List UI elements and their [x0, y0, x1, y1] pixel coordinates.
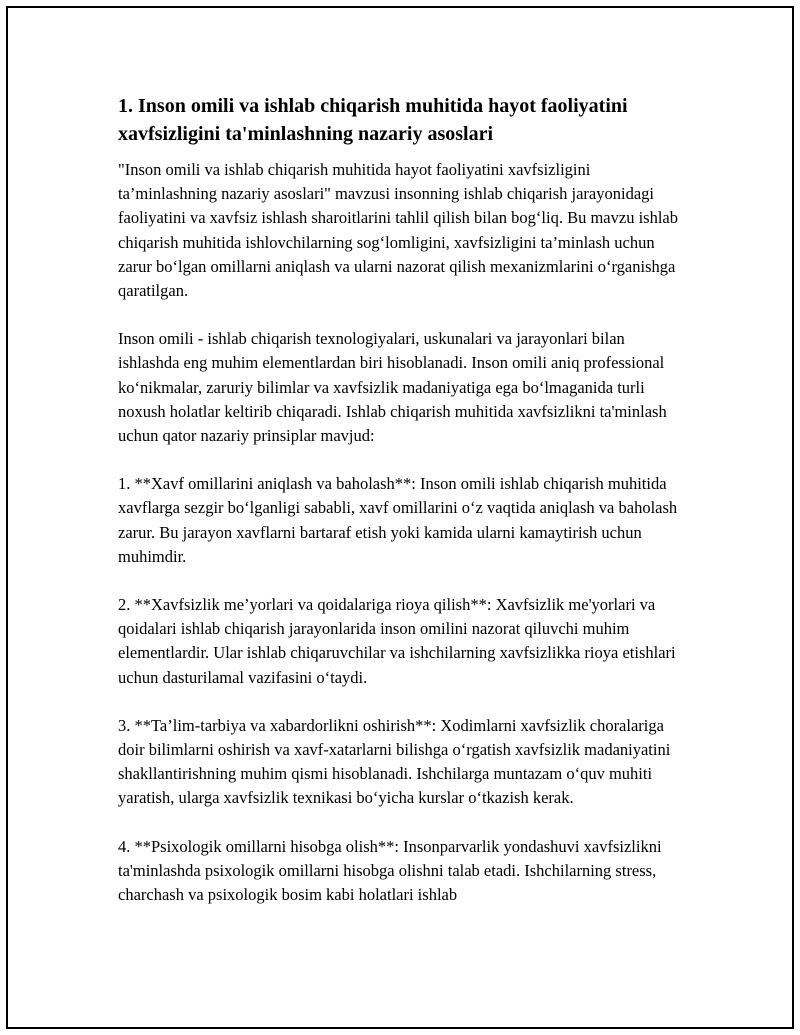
principle-3-paragraph: 3. **Ta’lim-tarbiya va xabardorlikni oshirish**: Xodimlarni xavfsizlik choralariga doir bilimlarni oshirish va xavf-xatarlarni bilishga o‘rgatish xavfsizlik madaniyatini shakllantirishning muhim qismi hisoblanadi. Ishchilarga muntazam o‘quv muhiti yaratish, ularga xavfsizlik texnikasi bo‘yicha kurslar o‘tkazish kerak. — [118, 715, 671, 808]
intro-paragraph: "Inson omili va ishlab chiqarish muhitida hayot faoliyatini xavfsizligini ta’minlashning nazariy asoslari" mavzusi insonning ishlab chiqarish jarayonidagi faoliyatini va xavfsiz ishlash sharoitlarini tahlil qilish bilan bog‘liq. Bu mavzu ishlab chiqarish muhitida ishlovchilarning sog‘lomligini, xavfsizligini ta’minlash uchun zarur bo‘lgan omillarni aniqlash va ularni nazorat qilish mexanizmlarini o‘rganishga qaratilgan. — [118, 160, 678, 301]
principle-1-paragraph: 1. **Xavf omillarini aniqlash va baholash**: Inson omili ishlab chiqarish muhitida xavflarga sezgir bo‘lganligi sababli, xavf omillarini o‘z vaqtida aniqlash va baholash zarur. Bu jarayon xavflarni bartaraf etish yoki kamida ularni kamaytirish uchun muhimdir. — [118, 474, 678, 566]
human-factor-paragraph: Inson omili - ishlab chiqarish texnologiyalari, uskunalari va jarayonlari bilan ishlashda eng muhim elementlardan biri hisoblanadi. Inson omili aniq professional ko‘nikmalar, zaruriy bilimlar va xavfsizlik madaniyatiga ega bo‘lmaganida turli noxush holatlar keltirib chiqaradi. Ishlab chiqarish muhitida xavfsizlikni ta'minlash uchun qator nazariy prinsiplar mavjud: — [118, 329, 667, 446]
principle-4-paragraph: 4. **Psixologik omillarni hisobga olish**: Insonparvarlik yondashuvi xavfsizlikni ta'minlashda psixologik omillarni hisobga olishni talab etadi. Ishchilarning stress, charchash va psixologik bosim kabi holatlari ishlab — [118, 836, 662, 905]
principle-2-paragraph: 2. **Xavfsizlik me’yorlari va qoidalariga rioya qilish**: Xavfsizlik me'yorlari va qoidalari ishlab chiqarish jarayonlarida inson omilini nazorat qiluvchi muhim elementlardir. Ular ishlab chiqaruvchilar va ishchilarning xavfsizlikka rioya etishlari uchun dasturilamal vazifasini o‘taydi. — [118, 595, 676, 687]
document-title: 1. Inson omili va ishlab chiqarish muhitida hayot faoliyatini xavfsizligini ta'minlashning nazariy asoslari — [118, 95, 628, 145]
document-content — [118, 92, 686, 931]
